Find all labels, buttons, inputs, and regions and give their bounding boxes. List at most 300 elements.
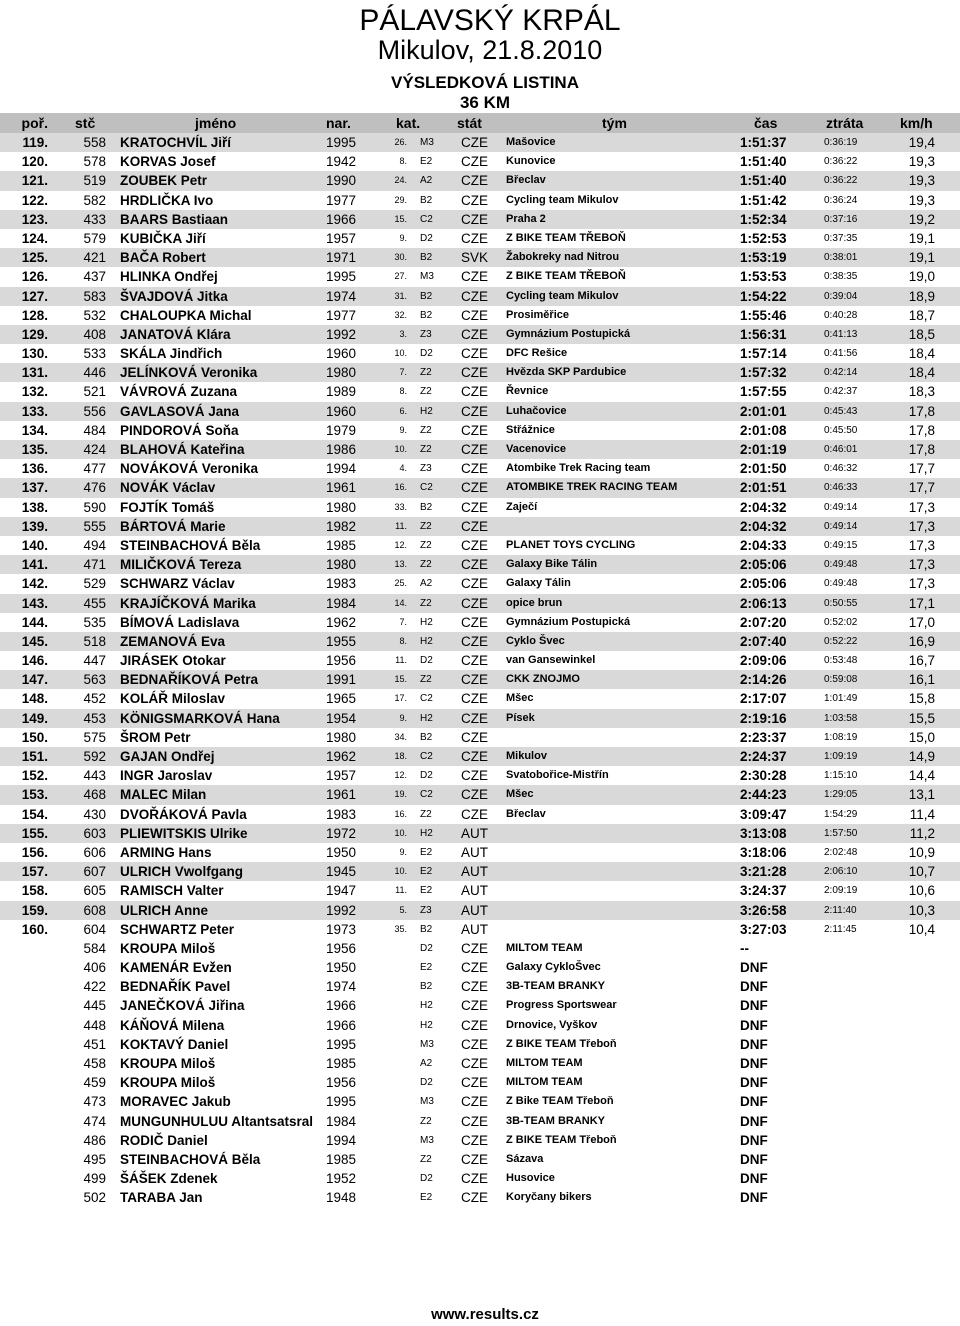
cell-country: AUT [461, 844, 488, 860]
cell-category-rank: 16. [394, 808, 407, 819]
table-row [0, 287, 960, 306]
cell-name: KRAJÍČKOVÁ Marika [120, 595, 256, 611]
cell-category: Z2 [420, 559, 432, 571]
cell-name: KROUPA Miloš [120, 940, 216, 956]
cell-category: B2 [420, 731, 433, 743]
cell-rank: 128. [21, 307, 48, 323]
cell-speed: 17,1 [908, 595, 935, 611]
cell-time-loss: 1:03:58 [824, 712, 858, 724]
cell-name: ŠVAJDOVÁ Jitka [120, 288, 228, 304]
cell-birth-year: 1980 [325, 557, 356, 573]
cell-time-loss: 2:06:10 [824, 866, 858, 878]
cell-speed: 19,3 [908, 154, 935, 170]
cell-time-loss: 0:53:48 [824, 655, 858, 667]
cell-category: Z3 [420, 904, 432, 916]
cell-category-rank: 9. [399, 712, 407, 723]
cell-speed: 10,9 [908, 844, 935, 860]
cell-birth-year: 1989 [325, 384, 356, 400]
table-row [0, 996, 960, 1015]
table-row [0, 248, 960, 267]
cell-time-loss: 0:49:15 [824, 539, 858, 551]
cell-start-number: 556 [83, 403, 106, 419]
cell-birth-year: 1985 [325, 1151, 356, 1167]
cell-speed: 17,3 [908, 499, 935, 515]
cell-name: KROUPA Miloš [120, 1056, 216, 1071]
race-place-date: Mikulov, 21.8.2010 [377, 35, 603, 65]
table-row [0, 766, 960, 785]
cell-time-loss: 0:42:37 [824, 386, 858, 398]
cell-time: 2:24:37 [740, 749, 787, 764]
cell-time: 2:07:20 [740, 614, 787, 630]
cell-country: SVK [461, 250, 489, 266]
cell-time-loss: 2:11:45 [824, 923, 857, 935]
cell-category-rank: 17. [394, 693, 407, 704]
cell-time: 1:57:32 [740, 365, 787, 381]
cell-rank: 123. [21, 211, 48, 227]
cell-team: Břeclav [506, 174, 546, 187]
cell-category: M3 [420, 271, 434, 283]
cell-rank: 127. [21, 288, 48, 304]
cell-birth-year: 1956 [325, 1075, 356, 1091]
cell-time-loss: 0:42:14 [824, 367, 858, 379]
cell-start-number: 424 [83, 442, 106, 457]
table-row [0, 440, 960, 459]
cell-time-loss: 0:37:35 [824, 232, 858, 244]
cell-time-loss: 0:41:13 [824, 328, 858, 340]
cell-time-loss: 0:52:22 [824, 635, 858, 647]
cell-team: Gymnázium Postupická [506, 615, 631, 628]
cell-speed: 15,5 [908, 710, 935, 726]
table-row [0, 478, 960, 497]
cell-time: 3:13:08 [740, 825, 787, 841]
cell-time: 1:51:40 [740, 173, 787, 189]
cell-country: CZE [461, 653, 488, 669]
cell-name: BLAHOVÁ Kateřina [120, 442, 245, 457]
cell-country: CZE [461, 1036, 488, 1052]
cell-time-loss: 1:01:49 [824, 693, 858, 705]
table-row [0, 1016, 960, 1035]
cell-start-number: 563 [83, 672, 106, 688]
cell-rank: 122. [21, 192, 48, 208]
cell-name: KRATOCHVÍL Jiří [120, 135, 232, 150]
table-row [0, 421, 960, 440]
cell-rank: 138. [21, 499, 48, 515]
cell-country: AUT [461, 921, 488, 937]
cell-category: E2 [420, 866, 433, 878]
cell-country: CZE [461, 749, 488, 764]
cell-rank: 133. [21, 403, 48, 419]
cell-speed: 10,6 [908, 883, 935, 899]
cell-category-rank: 10. [394, 444, 407, 454]
cell-category-rank: 26. [394, 137, 407, 147]
cell-name: HRDLIČKA Ivo [120, 192, 214, 208]
cell-name: STEINBACHOVÁ Běla [120, 537, 261, 553]
cell-time: 3:09:47 [740, 806, 787, 822]
cell-time: DNF [740, 998, 768, 1014]
table-row [0, 881, 960, 900]
cell-time-loss: 0:49:14 [824, 520, 858, 532]
cell-team: Z BIKE TEAM TŘEBOŇ [506, 231, 626, 244]
cell-start-number: 494 [83, 537, 106, 553]
cell-start-number: 529 [83, 576, 106, 592]
cell-birth-year: 1986 [325, 442, 356, 457]
cell-country: CZE [461, 1132, 488, 1148]
cell-category-rank: 11. [395, 655, 407, 666]
cell-category: E2 [420, 885, 433, 897]
cell-start-number: 495 [83, 1151, 106, 1167]
cell-time-loss: 1:54:29 [824, 808, 858, 820]
cell-rank: 160. [21, 921, 48, 937]
cell-birth-year: 1955 [325, 633, 356, 649]
cell-speed: 19,1 [908, 230, 935, 246]
cell-time-loss: 0:38:01 [824, 252, 858, 264]
cell-birth-year: 1992 [325, 326, 356, 342]
table-row [0, 1150, 960, 1169]
cell-category: B2 [420, 252, 433, 264]
cell-time: DNF [740, 1132, 768, 1148]
cell-time: 1:51:42 [740, 192, 787, 208]
cell-name: KOKTAVÝ Daniel [120, 1036, 229, 1052]
cell-time: 3:26:58 [740, 902, 787, 918]
cell-time-loss: 0:49:14 [824, 501, 858, 513]
cell-rank: 131. [21, 365, 48, 381]
cell-speed: 18,4 [908, 346, 935, 362]
cell-name: SKÁLA Jindřich [120, 346, 223, 362]
cell-speed: 18,5 [908, 326, 935, 342]
cell-category-rank: 10. [394, 348, 407, 359]
cell-start-number: 533 [83, 346, 106, 362]
cell-category-rank: 19. [394, 789, 407, 800]
cell-speed: 14,9 [908, 749, 935, 764]
cell-category-rank: 8. [399, 635, 407, 646]
cell-name: MALEC Milan [120, 787, 207, 803]
cell-country: CZE [461, 307, 488, 323]
cell-category: A2 [420, 578, 433, 590]
cell-start-number: 521 [83, 384, 106, 400]
cell-start-number: 476 [83, 480, 106, 496]
cell-birth-year: 1980 [325, 729, 356, 745]
cell-start-number: 459 [83, 1075, 106, 1091]
cell-start-number: 558 [83, 135, 106, 150]
cell-rank: 156. [21, 844, 48, 860]
cell-country: CZE [461, 1056, 488, 1071]
cell-rank: 153. [21, 787, 48, 803]
cell-category: C2 [420, 482, 433, 494]
cell-category: Z2 [420, 808, 432, 820]
cell-category: M3 [420, 1134, 434, 1146]
table-row [0, 1035, 960, 1054]
cell-rank: 143. [21, 595, 48, 611]
cell-speed: 19,3 [908, 192, 935, 208]
cell-country: CZE [461, 422, 488, 438]
cell-team: CKK ZNOJMO [506, 673, 580, 686]
cell-team: MILTOM TEAM [506, 941, 583, 954]
cell-speed: 18,7 [908, 307, 935, 323]
cell-team: Z BIKE TEAM Třeboň [506, 1133, 617, 1146]
cell-category: Z2 [420, 386, 432, 398]
cell-birth-year: 1984 [325, 1113, 356, 1129]
cell-category: E2 [420, 846, 433, 858]
cell-category: E2 [420, 1192, 433, 1204]
cell-rank: 151. [21, 749, 48, 764]
cell-start-number: 451 [83, 1036, 106, 1052]
cell-time: 2:04:32 [740, 518, 787, 534]
cell-rank: 135. [21, 442, 48, 457]
table-row [0, 498, 960, 517]
cell-speed: 18,4 [908, 365, 935, 381]
cell-rank: 144. [21, 614, 48, 630]
table-row [0, 1073, 960, 1092]
cell-country: CZE [461, 576, 488, 592]
cell-team: PLANET TOYS CYCLING [506, 538, 636, 551]
cell-country: CZE [461, 1075, 488, 1091]
cell-time: 2:05:06 [740, 557, 787, 573]
cell-start-number: 458 [83, 1056, 106, 1071]
column-header-kmh: km/h [900, 115, 933, 131]
cell-team: Husovice [506, 1172, 555, 1185]
cell-country: CZE [461, 1151, 488, 1167]
cell-category-rank: 25. [394, 578, 407, 589]
cell-category: H2 [420, 405, 433, 417]
cell-category-rank: 12. [394, 539, 407, 550]
cell-birth-year: 1983 [325, 576, 356, 592]
cell-team: Koryčany bikers [506, 1191, 592, 1204]
cell-country: CZE [461, 192, 488, 208]
cell-team: Mašovice [506, 136, 556, 148]
cell-category: D2 [420, 1077, 433, 1089]
cell-start-number: 443 [83, 768, 106, 784]
cell-name: ARMING Hans [120, 844, 212, 860]
table-row [0, 939, 960, 958]
cell-time-loss: 0:49:48 [824, 578, 858, 590]
table-row [0, 1092, 960, 1111]
cell-start-number: 437 [83, 269, 106, 285]
cell-birth-year: 1991 [325, 672, 356, 688]
cell-speed: 15,0 [908, 729, 935, 745]
cell-category: Z3 [420, 328, 432, 340]
cell-category-rank: 4. [399, 463, 407, 474]
cell-category: H2 [420, 1000, 433, 1012]
cell-birth-year: 1960 [325, 403, 356, 419]
cell-speed: 19,0 [908, 269, 935, 285]
cell-category: D2 [420, 770, 433, 782]
cell-speed: 11,4 [909, 806, 935, 822]
cell-time-loss: 0:45:43 [824, 405, 858, 417]
cell-team: Galaxy CykloŠvec [506, 961, 601, 974]
table-row [0, 901, 960, 920]
cell-time: 1:54:22 [740, 288, 787, 304]
cell-category-rank: 8. [399, 386, 407, 397]
cell-category: H2 [420, 635, 433, 647]
cell-start-number: 453 [83, 710, 106, 726]
footer-url: www.results.cz [431, 1306, 539, 1323]
table-row [0, 958, 960, 977]
cell-category: A2 [420, 1058, 433, 1069]
cell-name: JELÍNKOVÁ Veronika [120, 365, 258, 381]
cell-rank: 125. [21, 250, 48, 266]
cell-start-number: 484 [83, 422, 106, 438]
cell-team: Cycling team Mikulov [506, 193, 619, 206]
cell-rank: 159. [21, 902, 48, 918]
cell-rank: 139. [21, 518, 48, 534]
cell-team: Progress Sportswear [506, 999, 617, 1012]
cell-time-loss: 0:46:33 [824, 482, 858, 494]
cell-birth-year: 1994 [325, 1132, 356, 1148]
cell-start-number: 518 [83, 633, 106, 649]
cell-name: KROUPA Miloš [120, 1075, 216, 1091]
cell-time: 2:14:26 [740, 672, 787, 688]
cell-country: CZE [461, 154, 488, 170]
cell-time-loss: 0:41:56 [824, 348, 858, 360]
table-row [0, 1112, 960, 1131]
cell-start-number: 433 [83, 211, 106, 227]
cell-category: D2 [420, 348, 433, 360]
cell-category-rank: 9. [399, 424, 407, 435]
table-row [0, 843, 960, 862]
cell-rank: 145. [21, 633, 48, 649]
cell-birth-year: 1961 [325, 480, 356, 496]
cell-birth-year: 1954 [325, 710, 356, 726]
cell-team: 3B-TEAM BRANKY [506, 1114, 605, 1127]
cell-start-number: 584 [83, 940, 106, 956]
cell-country: CZE [461, 1190, 488, 1206]
cell-name: KÁŇOVÁ Milena [120, 1017, 225, 1033]
cell-time: 2:23:37 [740, 729, 787, 745]
cell-team: MILTOM TEAM [506, 1076, 583, 1089]
cell-time-loss: 0:38:35 [824, 271, 858, 283]
cell-birth-year: 1962 [325, 614, 356, 630]
cell-category: Z2 [420, 520, 432, 532]
cell-start-number: 502 [83, 1190, 106, 1206]
cell-category-rank: 27. [394, 271, 407, 282]
cell-name: KAMENÁR Evžen [120, 960, 232, 976]
cell-name: KORVAS Josef [120, 154, 216, 170]
cell-speed: 19,4 [908, 135, 935, 150]
table-row [0, 152, 960, 171]
cell-time: 1:52:53 [740, 230, 787, 246]
cell-category-rank: 31. [394, 290, 407, 301]
cell-category-rank: 9. [399, 846, 407, 857]
cell-name: BEDNAŘÍKOVÁ Petra [120, 672, 259, 688]
cell-country: CZE [461, 346, 488, 362]
cell-birth-year: 1942 [325, 154, 356, 170]
cell-category: Z2 [420, 1153, 432, 1165]
cell-category-rank: 33. [394, 501, 407, 512]
cell-time: 3:27:03 [740, 921, 787, 937]
cell-birth-year: 1990 [325, 173, 356, 189]
cell-time: DNF [740, 1036, 768, 1052]
cell-country: CZE [461, 211, 488, 227]
cell-birth-year: 1952 [325, 1171, 356, 1187]
cell-rank: 141. [21, 557, 48, 573]
cell-time: 1:51:37 [740, 135, 787, 150]
table-row [0, 325, 960, 344]
cell-birth-year: 1982 [325, 518, 356, 534]
cell-birth-year: 1979 [325, 422, 356, 438]
cell-team: Z BIKE TEAM TŘEBOŇ [506, 270, 626, 283]
cell-time: 2:44:23 [740, 787, 787, 803]
cell-birth-year: 1960 [325, 346, 356, 362]
cell-start-number: 448 [83, 1017, 106, 1033]
cell-start-number: 468 [83, 787, 106, 803]
cell-birth-year: 1977 [325, 192, 356, 208]
cell-team: Luhačovice [506, 404, 567, 417]
cell-time-loss: 0:50:55 [824, 597, 858, 609]
table-row [0, 459, 960, 478]
cell-birth-year: 1965 [325, 691, 356, 707]
cell-birth-year: 1950 [325, 844, 356, 860]
cell-birth-year: 1961 [325, 787, 356, 803]
cell-name: ZOUBEK Petr [120, 173, 208, 189]
cell-time-loss: 0:49:48 [824, 559, 858, 571]
cell-birth-year: 1956 [325, 653, 356, 669]
cell-time-loss: 1:57:50 [824, 827, 858, 839]
cell-name: PLIEWITSKIS Ulrike [120, 825, 248, 841]
cell-category: H2 [420, 1019, 433, 1031]
cell-time: DNF [740, 1094, 768, 1110]
cell-birth-year: 1966 [325, 1017, 356, 1033]
cell-team: DFC Rešice [506, 347, 568, 360]
cell-time-loss: 0:59:08 [824, 674, 858, 686]
table-row [0, 613, 960, 632]
cell-time-loss: 1:29:05 [824, 789, 858, 801]
cell-team: Cycling team Mikulov [506, 289, 619, 302]
cell-category: H2 [420, 827, 433, 839]
cell-start-number: 446 [83, 365, 106, 381]
cell-team: Řevnice [506, 385, 549, 398]
cell-name: RODIČ Daniel [120, 1132, 208, 1148]
cell-rank: 154. [21, 806, 48, 822]
table-row [0, 402, 960, 421]
column-header-nar: nar. [326, 115, 351, 131]
cell-speed: 19,2 [908, 211, 935, 227]
table-row [0, 229, 960, 248]
cell-name: INGR Jaroslav [120, 768, 213, 784]
distance-label: 36 KM [459, 93, 511, 112]
cell-category: Z2 [420, 367, 432, 379]
cell-start-number: 555 [83, 518, 106, 534]
cell-speed: 18,9 [908, 288, 935, 304]
cell-country: CZE [461, 365, 488, 381]
table-row [0, 555, 960, 574]
cell-start-number: 532 [83, 307, 106, 323]
cell-time: 3:21:28 [740, 864, 787, 880]
cell-speed: 16,1 [908, 672, 935, 688]
cell-speed: 17,3 [908, 576, 935, 592]
cell-name: BÍMOVÁ Ladislava [120, 614, 240, 630]
cell-category: B2 [420, 194, 433, 206]
cell-category: C2 [420, 751, 433, 762]
cell-country: CZE [461, 1171, 488, 1187]
cell-name: RAMISCH Valter [120, 883, 224, 899]
cell-time: DNF [740, 1017, 768, 1033]
cell-rank: 157. [21, 864, 48, 880]
cell-name: ULRICH Anne [120, 902, 208, 918]
cell-category: E2 [420, 962, 433, 974]
cell-rank: 148. [21, 691, 48, 707]
cell-name: DVOŘÁKOVÁ Pavla [120, 806, 247, 822]
cell-name: FOJTÍK Tomáš [120, 499, 215, 515]
cell-category-rank: 13. [394, 559, 407, 570]
table-row [0, 171, 960, 190]
cell-team: Prosiměřice [506, 308, 569, 321]
cell-start-number: 605 [83, 883, 106, 899]
table-row [0, 574, 960, 593]
cell-time-loss: 1:08:19 [824, 731, 858, 743]
cell-speed: 16,9 [908, 633, 935, 649]
cell-category: M3 [420, 1038, 434, 1050]
cell-country: CZE [461, 461, 488, 477]
